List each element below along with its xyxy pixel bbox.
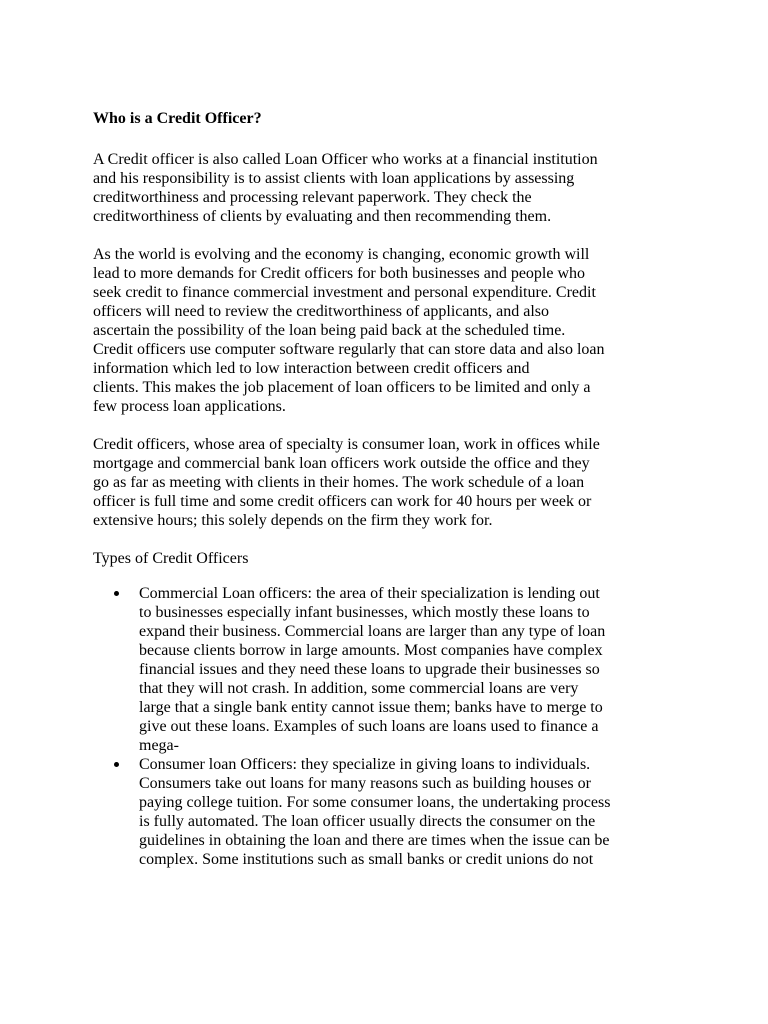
section-heading-text: Types of Credit Officers: [93, 550, 249, 567]
spacer: [93, 568, 733, 584]
bullet-icon: [114, 591, 119, 596]
text-line: information which led to low interaction between credit officers and: [93, 360, 530, 377]
text-line: to businesses especially infant businesses, which mostly these loans to: [139, 604, 590, 621]
text-line: financial issues and they need these loans to upgrade their businesses so: [139, 661, 600, 678]
text-line: is fully automated. The loan officer usually directs the consumer on the: [139, 813, 596, 830]
text-line: guidelines in obtaining the loan and there are times when the issue can be: [139, 832, 610, 849]
text-line: clients. This makes the job placement of loan officers to be limited and only a: [93, 379, 591, 396]
text-line: seek credit to finance commercial investment and personal expenditure. Credit: [93, 284, 596, 301]
spacer: [93, 226, 733, 245]
bullet-list: [93, 584, 733, 869]
text-line: A Credit officer is also called Loan Officer who works at a financial institution: [93, 151, 598, 168]
text-line: go as far as meeting with clients in their homes. The work schedule of a loan: [93, 474, 585, 491]
section-heading: [93, 549, 733, 568]
text-line: mortgage and commercial bank loan officers work outside the office and they: [93, 455, 590, 472]
paragraph-demand: [93, 245, 733, 416]
text-line: As the world is evolving and the economy is changing, economic growth will: [93, 246, 590, 263]
paragraph-definition: [93, 150, 733, 226]
text-line: Commercial Loan officers: the area of their specialization is lending out: [139, 585, 600, 602]
spacer: [93, 128, 733, 150]
text-line: extensive hours; this solely depends on the firm they work for.: [93, 512, 493, 529]
text-line: Consumers take out loans for many reasons such as building houses or: [139, 775, 591, 792]
text-line: paying college tuition. For some consumer loans, the undertaking process: [139, 794, 611, 811]
list-item: [93, 755, 733, 869]
document-body: [93, 109, 733, 869]
bullet-icon: [114, 762, 119, 767]
text-line: ascertain the possibility of the loan being paid back at the scheduled time.: [93, 322, 566, 339]
text-line: few process loan applications.: [93, 398, 286, 415]
list-item: [93, 584, 733, 755]
text-line: give out these loans. Examples of such loans are loans used to finance a: [139, 718, 599, 735]
text-line: that they will not crash. In addition, some commercial loans are very: [139, 680, 579, 697]
text-line: because clients borrow in large amounts. Most companies have complex: [139, 642, 603, 659]
text-line: Credit officers, whose area of specialty is consumer loan, work in offices while: [93, 436, 600, 453]
text-line: Consumer loan Officers: they specialize in giving loans to individuals.: [139, 756, 591, 773]
text-line: creditworthiness and processing relevant paperwork. They check the: [93, 189, 532, 206]
spacer: [93, 416, 733, 435]
spacer: [93, 530, 733, 549]
text-line: officers will need to review the creditworthiness of applicants, and also: [93, 303, 550, 320]
paragraph-work-schedule: [93, 435, 733, 530]
text-line: large that a single bank entity cannot issue them; banks have to merge to: [139, 699, 603, 716]
text-line: officer is full time and some credit officers can work for 40 hours per week or: [93, 493, 592, 510]
text-line: Credit officers use computer software regularly that can store data and also loan: [93, 341, 605, 358]
page-title: Who is a Credit Officer?: [93, 110, 262, 127]
text-line: expand their business. Commercial loans are larger than any type of loan: [139, 623, 606, 640]
text-line: creditworthiness of clients by evaluating and then recommending them.: [93, 208, 552, 225]
text-line: mega-: [139, 737, 179, 754]
text-line: lead to more demands for Credit officers for both businesses and people who: [93, 265, 586, 282]
text-line: complex. Some institutions such as small banks or credit unions do not: [139, 851, 594, 868]
text-line: and his responsibility is to assist clients with loan applications by assessing: [93, 170, 575, 187]
